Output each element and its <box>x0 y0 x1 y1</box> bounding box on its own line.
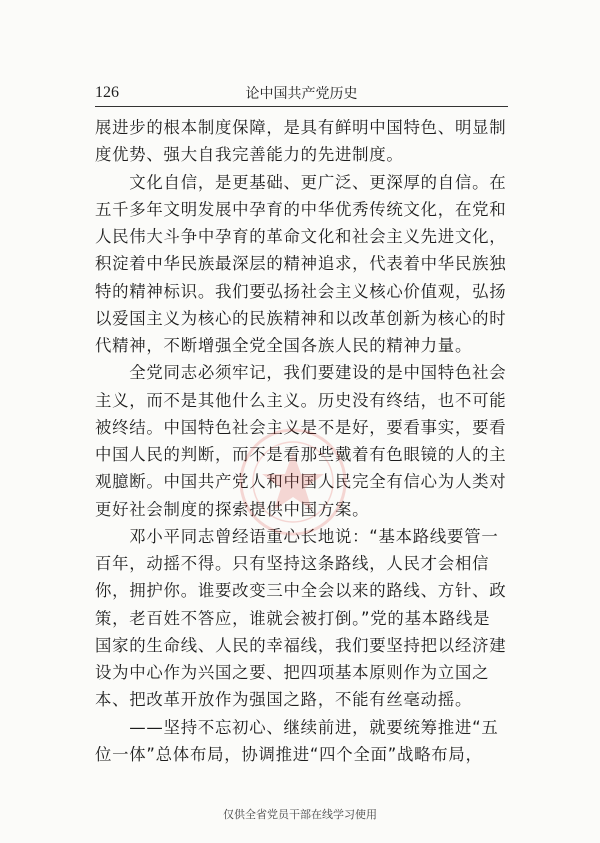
text-line: 国家的生命线、人民的幸福线，我们要坚持把以经济建 <box>95 635 507 655</box>
text-line: 更好社会制度的探索提供中国方案。 <box>95 499 370 519</box>
page-number: 126 <box>95 84 119 101</box>
text-line: 邓小平同志曾经语重心长地说：“基本路线要管一 <box>95 526 499 546</box>
text-line: 被终结。中国特色社会主义是不是好，要看事实，要看 <box>95 417 507 437</box>
page-header <box>95 82 508 106</box>
text-line: 中国人民的判断，而不是看那些戴着有色眼镜的人的主 <box>95 445 507 464</box>
text-line: 你，拥护你。谁要改变三中全会以来的路线、方针、政 <box>95 581 507 601</box>
text-line: 本、把改革开放作为强国之路，不能有丝毫动摇。 <box>95 690 473 710</box>
text-line: 积淀着中华民族最深层的精神追求，代表着中华民族独 <box>95 254 507 274</box>
text-line: 文化自信，是更基础、更广泛、更深厚的自信。在 <box>95 172 507 192</box>
header-rule <box>95 106 508 107</box>
text-line: 设为中心作为兴国之要、把四项基本原则作为立国之 <box>95 663 490 682</box>
text-line: 主义，而不是其他什么主义。历史没有终结，也不可能 <box>95 390 507 410</box>
text-line: ——坚持不忘初心、继续前进，就要统筹推进“五 <box>95 717 499 737</box>
body-text <box>95 114 508 768</box>
text-line: 观臆断。中国共产党人和中国人民完全有信心为人类对 <box>95 472 507 492</box>
text-line: 百年，动摇不得。只有坚持这条路线，人民才会相信 <box>95 554 490 573</box>
running-title: 论中国共产党历史 <box>245 86 358 102</box>
text-line: 五千多年文明发展中孕育的中华优秀传统文化，在党和 <box>95 199 507 219</box>
text-line: 特的精神标识。我们要弘扬社会主义核心价值观，弘扬 <box>95 281 507 301</box>
text-line: 位一体”总体布局，协调推进“四个全面”战略布局， <box>95 744 483 764</box>
footer-note: 仅供全省党员干部在线学习使用 <box>223 808 377 821</box>
text-line: 人民伟大斗争中孕育的革命文化和社会主义先进文化， <box>95 227 507 246</box>
text-line: 策，老百姓不答应，谁就会被打倒。”党的基本路线是 <box>95 608 491 628</box>
text-line: 展进步的根本制度保障，是具有鲜明中国特色、明显制 <box>95 118 507 137</box>
text-line: 全党同志必须牢记，我们要建设的是中国特色社会 <box>95 363 507 383</box>
text-line: 代精神，不断增强全党全国各族人民的精神力量。 <box>95 336 473 355</box>
text-line: 度优势、强大自我完善能力的先进制度。 <box>95 145 404 165</box>
text-line: 以爱国主义为核心的民族精神和以改革创新为核心的时 <box>95 308 507 328</box>
